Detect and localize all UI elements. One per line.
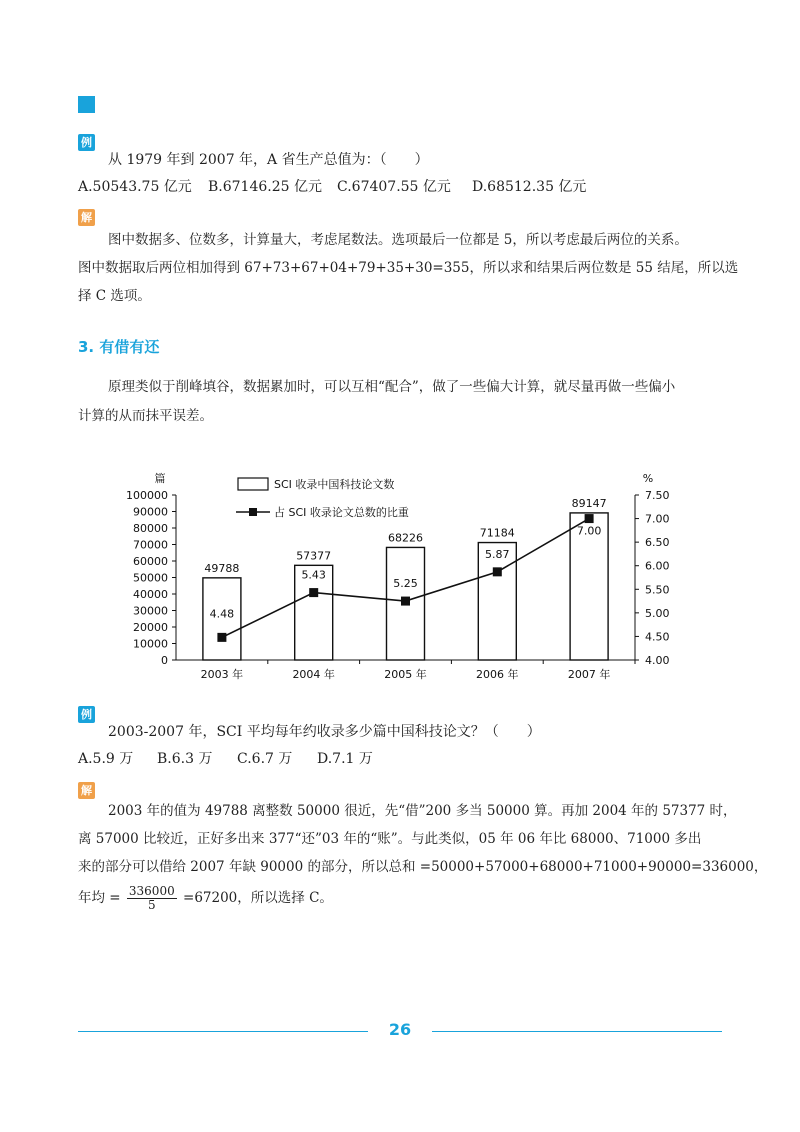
example1-option-a: A.50543.75 亿元 [78, 179, 192, 195]
solution2-line-2: 离 57000 比较近，正好多出来 377“还”03 年的“账”。与此类似，05 年 06 年比 68000、71000 多出 [78, 831, 702, 847]
legend-bar-swatch [238, 478, 268, 490]
solution1-line-2: 图中数据取后两位相加得到 67+73+67+04+79+35+30=355，所以求和结果后两位数是 55 结尾，所以选 [78, 260, 739, 276]
share-point [493, 567, 502, 576]
section-heading: 3. 有借有还 [78, 338, 160, 356]
section-text-line-2: 计算的从而抹平误差。 [78, 408, 213, 424]
solution2-line-4 [78, 880, 333, 916]
left-tick-label: 60000 [133, 555, 168, 568]
example1-option-b: B.67146.25 亿元 [208, 179, 322, 195]
footer-rule-left [78, 1031, 368, 1032]
left-tick-label: 0 [161, 654, 168, 667]
example2-option-c: C.6.7 万 [237, 751, 293, 767]
section-text-line-1: 原理类似于削峰填谷，数据累加时，可以互相“配合”，做了一些偏大计算，就尽量再做一些偏小 [108, 379, 676, 395]
bar-value-label: 68226 [388, 531, 423, 545]
share-value-label: 4.48 [209, 607, 235, 621]
page-number: 26 [388, 1020, 412, 1039]
share-point [401, 597, 410, 606]
fraction-denominator: 5 [147, 898, 156, 912]
fraction [127, 885, 177, 912]
example1-option-c: C.67407.55 亿元 [337, 179, 451, 195]
solution-badge: 解 [78, 209, 95, 226]
share-value-label: 5.87 [485, 547, 510, 561]
x-tick-label: 2006 年 [476, 668, 519, 681]
example-badge-2: 例 [78, 706, 95, 723]
example-badge: 例 [78, 134, 95, 151]
share-value-label: 5.25 [393, 577, 418, 591]
x-tick-label: 2004 年 [292, 668, 335, 681]
bar-value-label: 49788 [204, 561, 240, 575]
right-tick-label: 6.00 [645, 559, 670, 573]
solution1-line-1: 图中数据多、位数多，计算量大，考虑尾数法。选项最后一位都是 5，所以考虑最后两位的关系。 [108, 232, 688, 248]
share-value-label: 7.00 [576, 524, 602, 538]
average-result: =67200，所以选择 C。 [183, 890, 333, 906]
right-tick-label: 7.00 [645, 512, 670, 526]
right-axis-unit: % [642, 472, 654, 485]
left-tick-label: 30000 [133, 604, 168, 618]
share-point [585, 514, 594, 523]
example2-question: 2003-2007 年，SCI 平均每年约收录多少篇中国科技论文？（ ） [108, 724, 541, 740]
share-point [217, 633, 226, 642]
left-tick-label: 20000 [133, 621, 168, 634]
solution-badge-2: 解 [78, 782, 95, 799]
left-tick-label: 40000 [133, 588, 168, 601]
right-tick-label: 4.00 [645, 654, 670, 667]
example1-option-d: D.68512.35 亿元 [472, 179, 587, 195]
bar-value-label: 89147 [571, 496, 607, 510]
bar-value-label: 71184 [479, 526, 515, 540]
legend-line-label: 占 SCI 收录论文总数的比重 [274, 506, 409, 519]
solution2-line-3: 来的部分可以借给 2007 年缺 90000 的部分，所以总和 =50000+57000+68000+71000+90000=336000， [78, 859, 768, 875]
footer-rule-right [432, 1031, 722, 1032]
x-tick-label: 2007 年 [567, 668, 611, 681]
left-tick-label: 10000 [133, 637, 168, 651]
left-axis-unit: 篇 [154, 472, 166, 485]
left-tick-label: 100000 [126, 489, 168, 502]
bar-value-label: 57377 [296, 549, 332, 563]
fraction-numerator: 336000 [128, 884, 175, 898]
x-tick-label: 2005 年 [384, 668, 427, 681]
share-value-label: 5.43 [301, 568, 326, 582]
example2-option-d: D.7.1 万 [317, 751, 373, 767]
left-tick-label: 80000 [133, 522, 168, 535]
legend-bar-label: SCI 收录中国科技论文数 [274, 478, 395, 491]
example2-option-b: B.6.3 万 [157, 751, 213, 767]
solution1-line-3: 择 C 选项。 [78, 288, 151, 304]
share-point [309, 588, 318, 597]
right-tick-label: 7.50 [645, 489, 670, 502]
right-tick-label: 5.00 [645, 606, 670, 620]
right-tick-label: 5.50 [645, 583, 670, 597]
legend-line-marker [249, 508, 257, 516]
example1-question: 从 1979 年到 2007 年，A 省生产总值为：（ ） [108, 152, 429, 168]
solution2-line-1: 2003 年的值为 49788 离整数 50000 很近，先“借”200 多当 50000 算。再加 2004 年的 57377 时， [108, 803, 737, 819]
example2-option-a: A.5.9 万 [78, 751, 134, 767]
left-tick-label: 50000 [133, 571, 168, 585]
right-tick-label: 4.50 [645, 630, 670, 644]
left-tick-label: 70000 [133, 538, 168, 552]
x-tick-label: 2003 年 [200, 668, 244, 681]
left-tick-label: 90000 [133, 505, 168, 519]
average-label: 年均 = [78, 890, 121, 906]
right-tick-label: 6.50 [645, 536, 670, 550]
